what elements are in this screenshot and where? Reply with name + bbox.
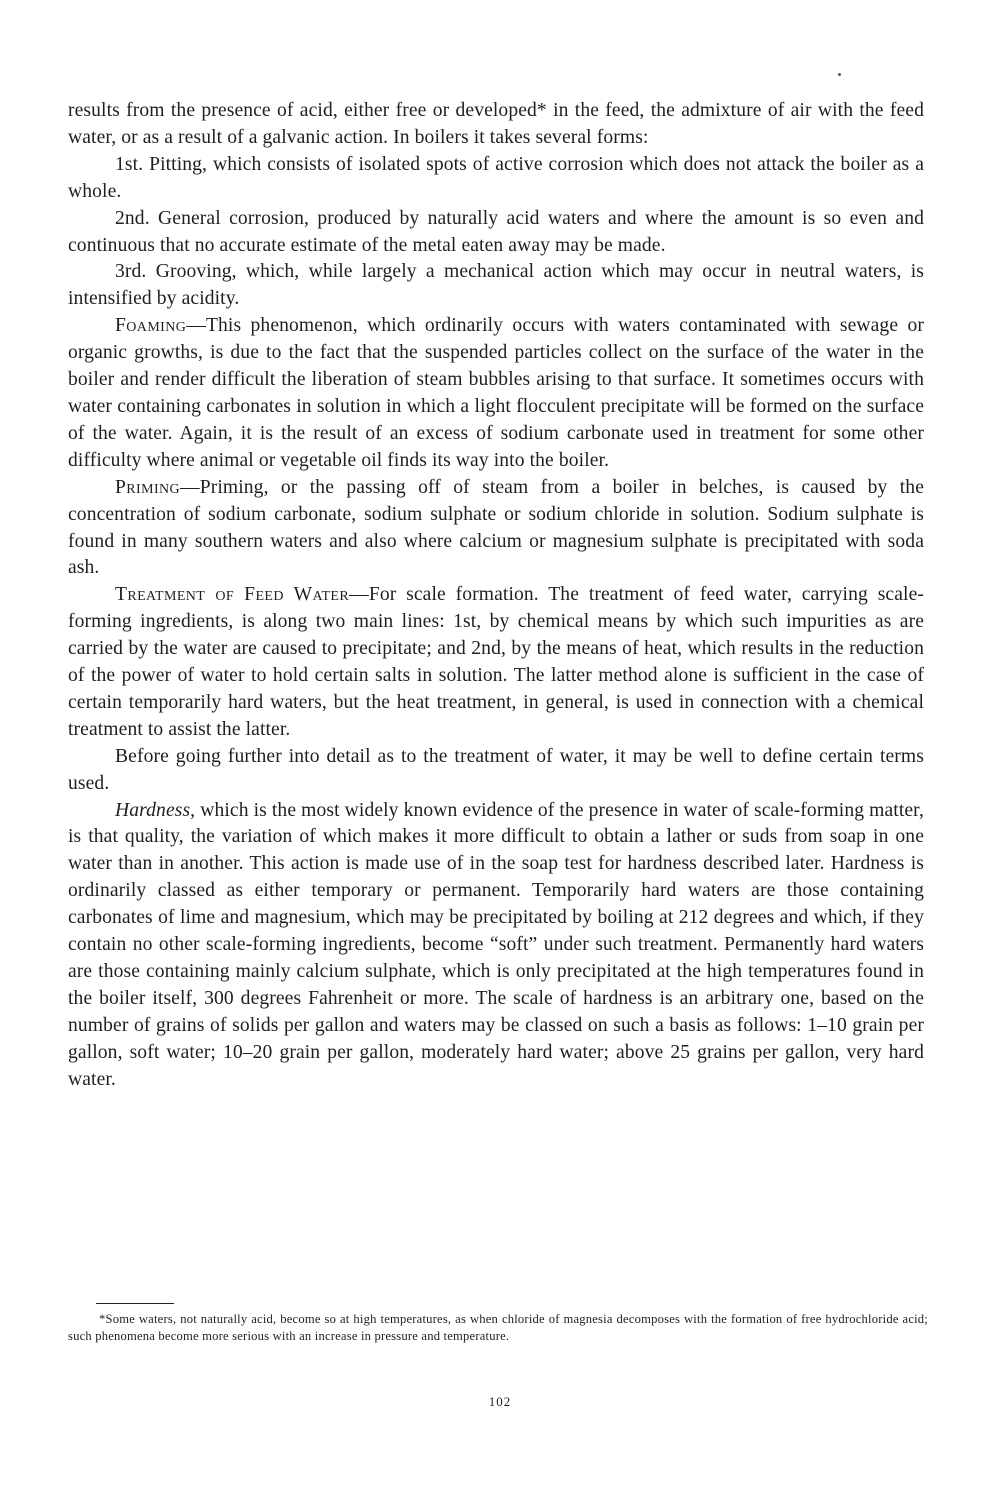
heading-treatment-of-feed-water: Treatment of Feed Water bbox=[115, 584, 350, 606]
hardness-text: which is the most widely known evidence of the presence in water of scale-forming matter, is that quality, the variation of which makes it more difficult to obtain a lather or suds from soap in one water than in another. This action is made use of in the soap test for hardness described later. Hardness is ordinarily classed as either temporary or permanent. Temporarily hard waters are those containing carbonates of lime and magnesium, which may be precipitated by boiling at 212 degrees and which, if they contain no other scale-forming ingredients, become “soft” under such treatment. Permanently hard waters are those containing mainly calcium sulphate, which is only precipitated at the high temperatures found in the boiler itself, 300 degrees Fahrenheit or more. The scale of hardness is an arbitrary one, based on the number of grains of solids per gallon and waters may be classed on such a basis as follows: 1–10 grain per gallon, soft water; 10–20 grain per gallon, moderately hard water; above 25 grains per gallon, very hard water. bbox=[68, 799, 924, 1090]
paragraph-treatment bbox=[68, 582, 924, 743]
heading-priming: Priming bbox=[115, 476, 181, 498]
paragraph-acid-corrosion: results from the presence of acid, either free or developed* in the feed, the admixture of air with the feed water, or as a result of a galvanic action. In boilers it takes several forms: bbox=[68, 100, 924, 148]
treatment-text: —For scale formation. The treatment of feed water, carrying scale-forming ingredients, is along two main lines: 1st, by chemical means by which such impurities as are carried by the water are caused to precipitate; and 2nd, by the means of heat, which results in the reduction of the power of water to hold certain salts in solution. The latter method alone is sufficient in the case of certain temporarily hard waters, but the heat treatment, in general, is used in connection with a chemical treatment to assist the latter. bbox=[68, 584, 924, 740]
footnote: *Some waters, not naturally acid, become so at high temperatures, as when chloride of magnesia decomposes with the formation of free hydrochloride acid; such phenomena become more serious with an increase in pressure and temperature. bbox=[68, 1312, 928, 1343]
foaming-text: —This phenomenon, which ordinarily occurs with waters contaminated with sewage or organic growths, is due to the fact that the suspended particles collect on the surface of the water in the boiler and render difficult the liberation of steam bubbles arising to that surface. It sometimes occurs with water containing carbonates in solution in which a light flocculent precipitate will be formed on the surface of the water. Again, it is the result of an excess of sodium carbonate used in treatment for some other difficulty where animal or vegetable oil finds its way into the boiler. bbox=[68, 315, 924, 471]
paragraph-priming bbox=[68, 475, 924, 583]
paragraph-grooving: 3rd. Grooving, which, while largely a mechanical action which may occur in neutral waters, is intensified by acidity. bbox=[68, 261, 924, 310]
stray-mark bbox=[838, 73, 841, 76]
paragraph-general-corrosion: 2nd. General corrosion, produced by naturally acid waters and where the amount is so even and continuous that no accurate estimate of the metal eaten away may be made. bbox=[68, 207, 924, 256]
heading-foaming: Foaming bbox=[115, 315, 187, 337]
paragraph-foaming bbox=[68, 313, 924, 474]
heading-hardness: Hardness, bbox=[115, 799, 196, 821]
footnote-divider bbox=[96, 1303, 174, 1304]
paragraph-hardness bbox=[68, 798, 924, 1094]
priming-text: —Priming, or the passing off of steam from a boiler in belches, is caused by the concentration of sodium carbonate, sodium sulphate or sodium chloride in solution. Sodium sulphate is found in many southern waters and also where calcium or magnesium sulphate is precipitated with soda ash. bbox=[68, 476, 924, 579]
page-body bbox=[68, 98, 924, 1094]
paragraph-define-terms: Before going further into detail as to the treatment of water, it may be well to define certain terms used. bbox=[68, 745, 924, 794]
page-number: 102 bbox=[488, 1394, 512, 1409]
paragraph-pitting: 1st. Pitting, which consists of isolated spots of active corrosion which does not attack the boiler as a whole. bbox=[68, 153, 924, 202]
